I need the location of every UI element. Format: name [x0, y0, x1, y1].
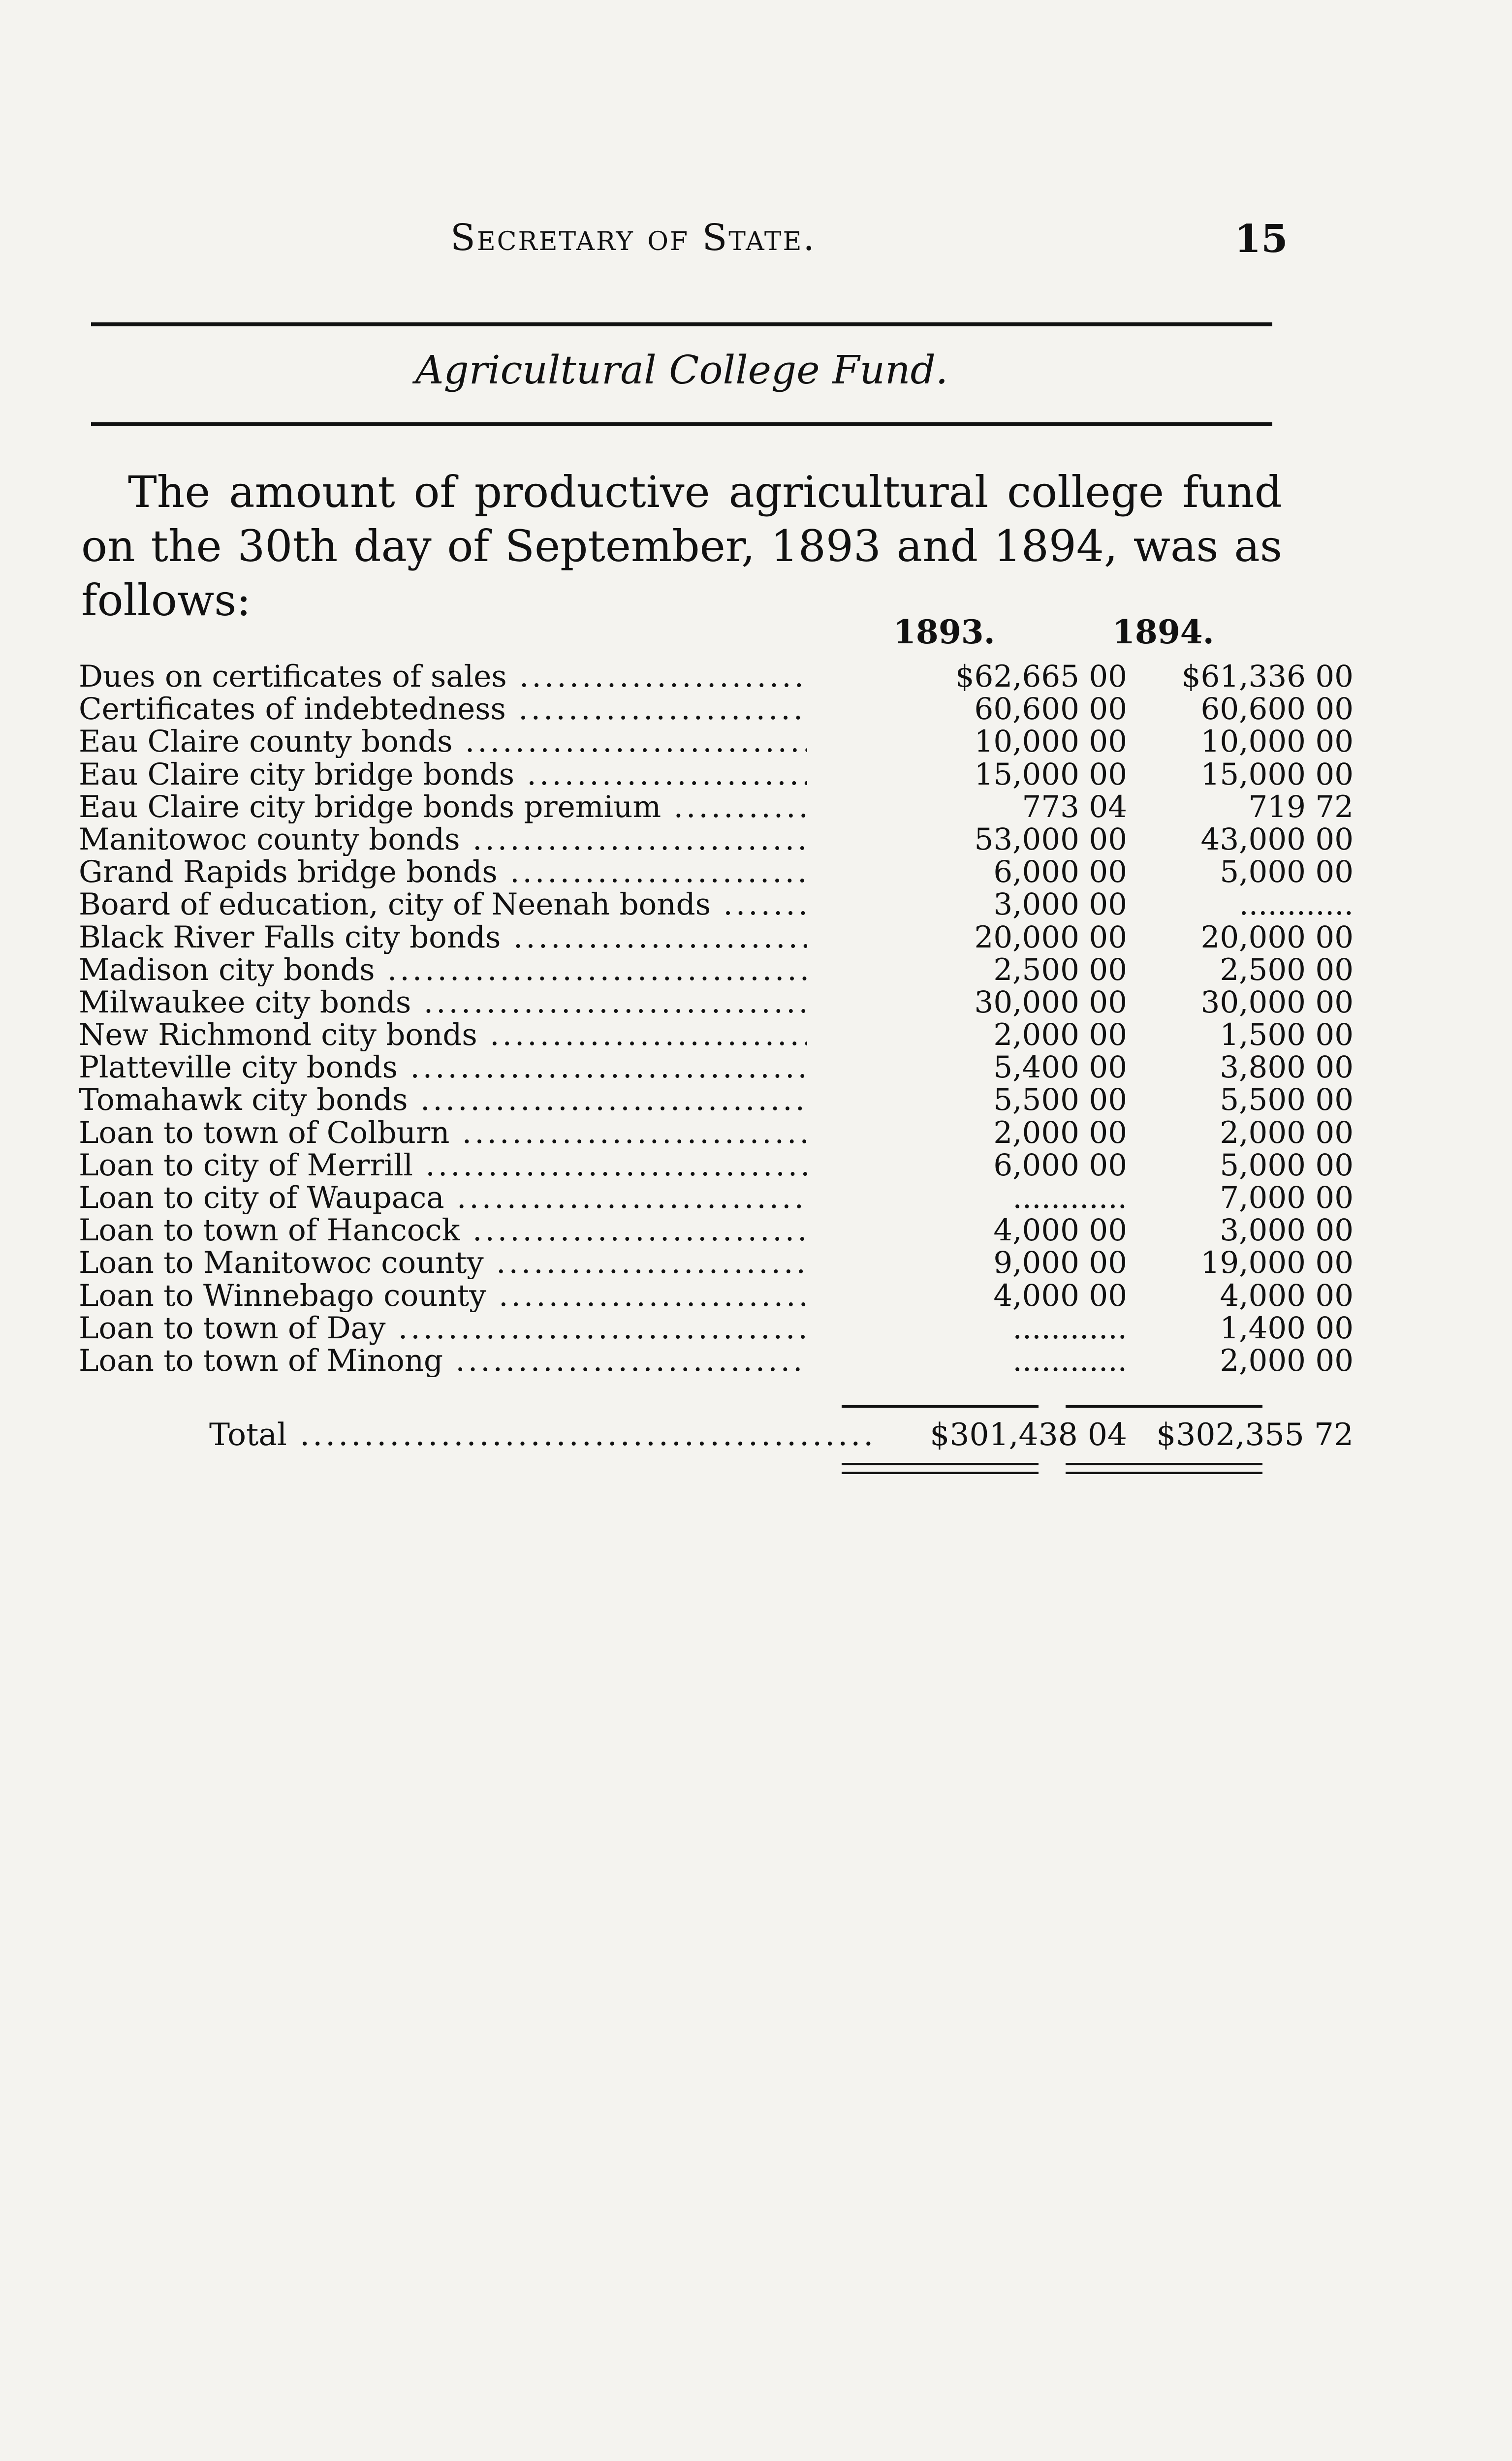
amount-1894: 5,500 00: [1220, 1082, 1354, 1118]
total-double-rule-1894-b: [1066, 1472, 1262, 1474]
table-row: [79, 1213, 1354, 1248]
running-head: Secretary of State.: [450, 217, 816, 259]
table-row: [79, 724, 1354, 759]
table-row: [79, 1278, 1354, 1313]
row-label: Board of education, city of Neenah bonds .....: [79, 888, 807, 921]
amount-1893: 10,000 00: [974, 724, 1127, 759]
sum-rule-1894: [1066, 1405, 1262, 1408]
amount-1893: 2,500 00: [993, 952, 1127, 987]
row-label: Loan to town of Day .....: [79, 1312, 807, 1345]
amount-1894: 60,600 00: [1200, 692, 1354, 727]
row-label: Milwaukee city bonds .....: [79, 986, 807, 1019]
row-label: New Richmond city bonds .....: [79, 1019, 807, 1051]
amount-1894: ............: [1239, 887, 1354, 922]
amount-1893: 15,000 00: [974, 757, 1127, 792]
table-row: [79, 1245, 1354, 1281]
table-row: [79, 1343, 1354, 1378]
amount-1894: 5,000 00: [1220, 854, 1354, 890]
row-label: Certificates of indebtedness .....: [79, 693, 807, 726]
table-row: [79, 984, 1354, 1020]
amount-1894: 719 72: [1248, 789, 1354, 824]
column-header-1894: 1894.: [1112, 613, 1214, 651]
amount-1893: ............: [1012, 1310, 1127, 1346]
amount-1894: 1,500 00: [1220, 1017, 1354, 1053]
row-label: Madison city bonds .....: [79, 954, 807, 986]
total-1894: $302,355 72: [1156, 1417, 1354, 1452]
amount-1893: 30,000 00: [974, 984, 1127, 1020]
amount-1894: 20,000 00: [1200, 919, 1354, 955]
fund-table: [79, 659, 1354, 1378]
row-label: Loan to town of Minong .....: [79, 1345, 807, 1377]
amount-1893: 2,000 00: [993, 1017, 1127, 1053]
amount-1893: 6,000 00: [993, 854, 1127, 890]
amount-1893: 5,500 00: [993, 1082, 1127, 1118]
amount-1894: 10,000 00: [1200, 724, 1354, 759]
row-label: Dues on certificates of sales .....: [79, 661, 807, 693]
amount-1893: 20,000 00: [974, 919, 1127, 955]
total-double-rule-1893-a: [842, 1463, 1039, 1465]
table-row: [79, 1115, 1354, 1150]
table-row: [79, 1147, 1354, 1183]
page-number: 15: [1234, 217, 1288, 261]
section-title: Agricultural College Fund.: [415, 347, 948, 393]
amount-1894: 30,000 00: [1200, 984, 1354, 1020]
table-row: [79, 757, 1354, 792]
amount-1893: ............: [1012, 1343, 1127, 1378]
table-row: [79, 1050, 1354, 1085]
row-label: Eau Claire city bridge bonds .....: [79, 758, 807, 791]
row-label: Platteville city bonds .....: [79, 1051, 807, 1084]
row-label: Manitowoc county bonds .....: [79, 823, 807, 856]
table-row: [79, 692, 1354, 727]
amount-1893: 9,000 00: [993, 1245, 1127, 1281]
row-label: Loan to city of Waupaca .....: [79, 1182, 807, 1214]
amount-1894: 5,000 00: [1220, 1147, 1354, 1183]
table-row: [79, 1180, 1354, 1215]
top-rule: [91, 322, 1272, 326]
sum-rule-1893: [842, 1405, 1039, 1408]
total-label: Total .....: [209, 1418, 879, 1452]
amount-1893: 773 04: [1022, 789, 1127, 824]
table-row: [79, 821, 1354, 857]
amount-1894: $61,336 00: [1181, 659, 1354, 694]
amount-1893: ............: [1012, 1180, 1127, 1215]
amount-1893: $62,665 00: [955, 659, 1127, 694]
amount-1893: 3,000 00: [993, 887, 1127, 922]
row-label: Loan to city of Merrill .....: [79, 1149, 807, 1182]
amount-1894: 1,400 00: [1220, 1310, 1354, 1346]
row-label: Eau Claire city bridge bonds premium .....: [79, 791, 807, 823]
total-row: [79, 1417, 1354, 1452]
row-label: Black River Falls city bonds .....: [79, 921, 807, 954]
total-double-rule-1894-a: [1066, 1463, 1262, 1465]
amount-1894: 3,800 00: [1220, 1050, 1354, 1085]
amount-1893: 4,000 00: [993, 1278, 1127, 1313]
row-label: Loan to Winnebago county .....: [79, 1280, 807, 1312]
amount-1894: 43,000 00: [1200, 821, 1354, 857]
amount-1893: 53,000 00: [974, 821, 1127, 857]
amount-1893: 6,000 00: [993, 1147, 1127, 1183]
amount-1894: 3,000 00: [1220, 1213, 1354, 1248]
total-1893: $301,438 04: [930, 1417, 1127, 1452]
table-row: [79, 1017, 1354, 1053]
amount-1893: 60,600 00: [974, 692, 1127, 727]
amount-1894: 2,000 00: [1220, 1115, 1354, 1150]
amount-1894: 7,000 00: [1220, 1180, 1354, 1215]
amount-1894: 19,000 00: [1200, 1245, 1354, 1281]
table-row: [79, 854, 1354, 890]
intro-paragraph: The amount of productive agricultural college fund on the 30th day of September, 1893 and 1894, was as follows:: [81, 467, 1282, 626]
row-label: Eau Claire county bonds .....: [79, 726, 807, 758]
table-row: [79, 659, 1354, 694]
amount-1893: 4,000 00: [993, 1213, 1127, 1248]
amount-1894: 15,000 00: [1200, 757, 1354, 792]
total-double-rule-1893-b: [842, 1472, 1039, 1474]
amount-1894: 4,000 00: [1220, 1278, 1354, 1313]
row-label: Grand Rapids bridge bonds .....: [79, 856, 807, 888]
table-row: [79, 789, 1354, 824]
row-label: Tomahawk city bonds .....: [79, 1084, 807, 1116]
row-label: Loan to town of Colburn .....: [79, 1117, 807, 1149]
amount-1894: 2,000 00: [1220, 1343, 1354, 1378]
amount-1893: 2,000 00: [993, 1115, 1127, 1150]
table-row: [79, 1310, 1354, 1346]
column-header-1893: 1893.: [893, 613, 995, 651]
amount-1893: 5,400 00: [993, 1050, 1127, 1085]
row-label: Loan to Manitowoc county .....: [79, 1247, 807, 1279]
row-label: Loan to town of Hancock .....: [79, 1214, 807, 1247]
table-row: [79, 952, 1354, 987]
bottom-rule: [91, 422, 1272, 426]
table-row: [79, 887, 1354, 922]
table-row: [79, 1082, 1354, 1118]
amount-1894: 2,500 00: [1220, 952, 1354, 987]
table-row: [79, 919, 1354, 955]
